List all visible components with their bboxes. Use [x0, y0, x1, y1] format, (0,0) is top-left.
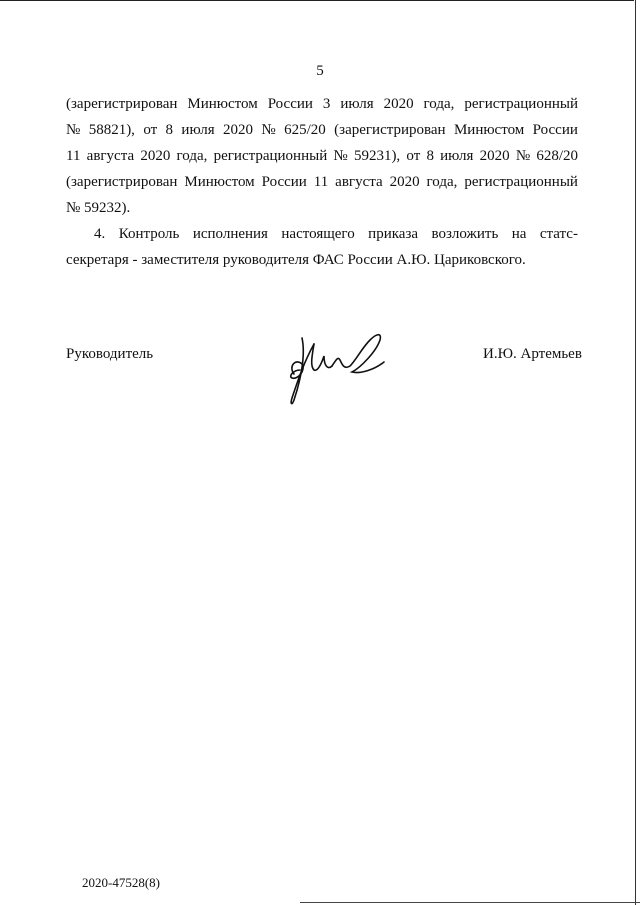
word: от: [406, 148, 421, 164]
word: 4.: [94, 226, 106, 242]
handwritten-signature: [280, 326, 400, 408]
paragraph-last-line: секретаря - заместителя руководителя ФАС России А.Ю. Цариковского.: [66, 252, 526, 268]
word: 58821),: [88, 122, 135, 138]
word: №: [261, 122, 276, 138]
word: Минюстом: [187, 96, 258, 112]
word: Минюстом: [453, 122, 525, 138]
word: России: [261, 174, 307, 190]
scan-border-bottom: [300, 902, 640, 903]
word: 8: [426, 148, 434, 164]
paragraph-last-line: № 59232).: [66, 200, 131, 216]
word: 628/20: [536, 148, 578, 164]
word: 59231),: [353, 148, 401, 164]
word: Контроль: [118, 226, 180, 242]
word: 625/20: [284, 122, 326, 138]
word: 11: [313, 174, 329, 190]
word: №: [515, 148, 531, 164]
word: Минюстом: [184, 174, 255, 190]
word: (зарегистрирован: [66, 174, 178, 190]
word: 3: [322, 96, 331, 112]
word: (зарегистрирован: [334, 122, 446, 138]
word: (зарегистрирован: [66, 96, 178, 112]
signatory-name: И.Ю. Артемьев: [483, 346, 582, 362]
page-number: 5: [316, 63, 324, 79]
word: года,: [176, 148, 208, 164]
word: 2020: [479, 148, 510, 164]
paragraph-line: [66, 91, 578, 117]
word: регистрационный: [213, 148, 328, 164]
signatory-title: Руководитель: [66, 346, 154, 362]
word: приказа: [368, 226, 419, 242]
word: регистрационный: [464, 96, 578, 112]
word: июля: [181, 122, 215, 138]
word: возложить: [431, 226, 499, 242]
word: года,: [426, 174, 458, 190]
word: августа: [86, 148, 135, 164]
scan-border-right: [635, 0, 636, 905]
word: регистрационный: [464, 174, 578, 190]
document-code: 2020-47528(8): [82, 875, 160, 890]
word: года,: [423, 96, 455, 112]
word: июля: [440, 148, 474, 164]
word: августа: [335, 174, 383, 190]
word: России: [532, 122, 578, 138]
word: исполнения: [192, 226, 268, 242]
paragraph-control-clause: [66, 221, 578, 273]
paragraph-line: [66, 143, 578, 169]
word: 2020: [389, 174, 420, 190]
word: 11: [66, 148, 81, 164]
word: 2020: [223, 122, 254, 138]
paragraph-line: [66, 117, 578, 143]
word: на: [511, 226, 527, 242]
word: июля: [340, 96, 374, 112]
word: настоящего: [281, 226, 355, 242]
paragraph-line: [66, 169, 578, 195]
scan-border-top: [0, 0, 634, 1]
word: 8: [165, 122, 174, 138]
word: статс-: [539, 226, 578, 242]
paragraph-line: [66, 221, 578, 247]
word: №: [66, 122, 81, 138]
word: 2020: [383, 96, 414, 112]
word: 2020: [140, 148, 171, 164]
word: от: [143, 122, 158, 138]
word: России: [267, 96, 313, 112]
word: №: [333, 148, 348, 164]
paragraph-registration-info: [66, 91, 578, 221]
